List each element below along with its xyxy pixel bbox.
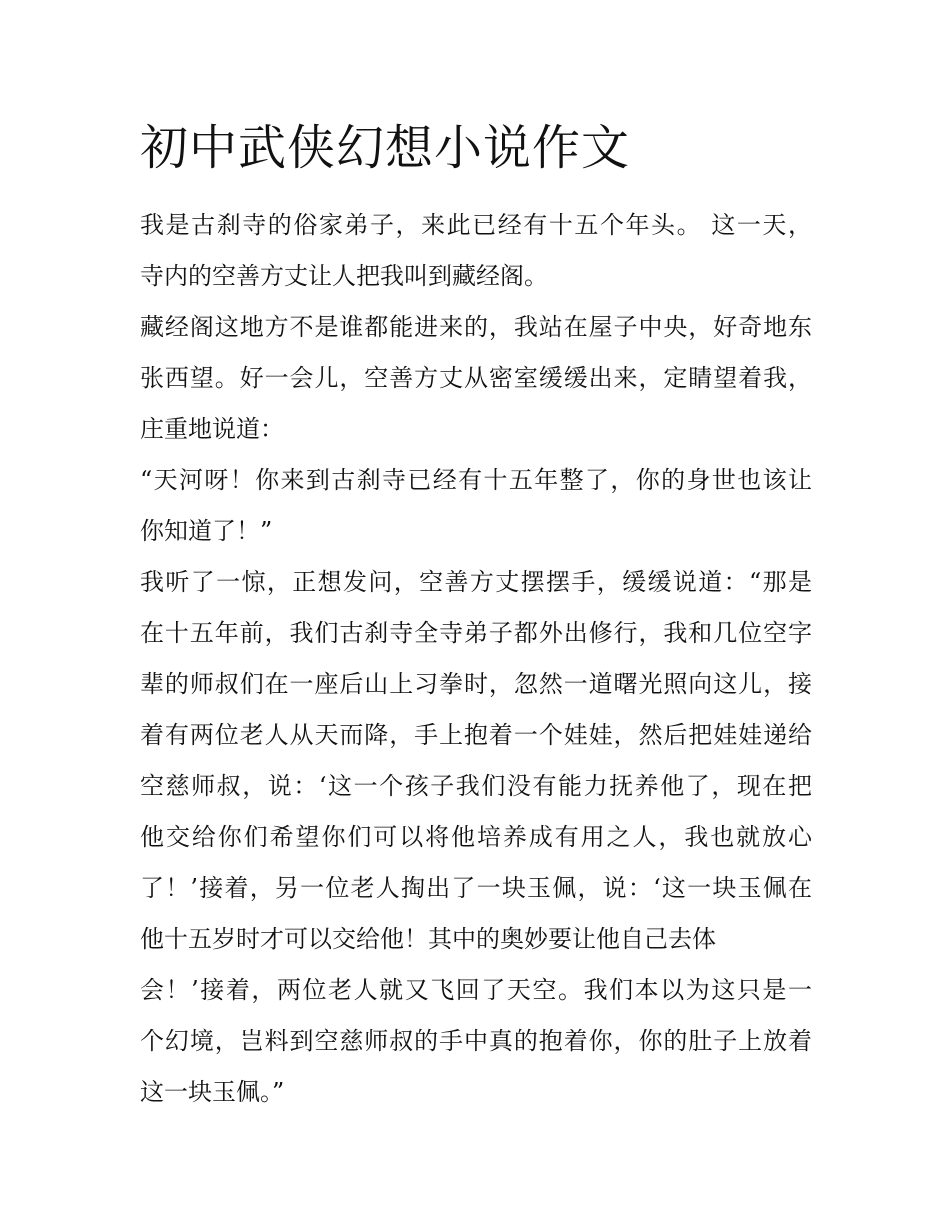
paragraph-line: 辈的师叔们在一座后山上习拳时，忽然一道曙光照向这儿，接 [140, 670, 812, 698]
paragraph-line: 着有两位老人从天而降，手上抱着一个娃娃，然后把娃娃递给 [140, 721, 812, 749]
paragraph-line: 个幻境，岂料到空慈师叔的手中真的抱着你，你的肚子上放着 [140, 1027, 812, 1055]
paragraph-line: 空慈师叔，说：‘这一个孩子我们没有能力抚养他了，现在把 [140, 772, 812, 800]
paragraph-line: 他交给你们希望你们可以将他培养成有用之人，我也就放心 [140, 823, 812, 851]
paragraph-line: “天河呀！你来到古刹寺已经有十五年整了，你的身世也该让 [140, 466, 812, 494]
paragraph-line: 寺内的空善方丈让人把我叫到藏经阁。 [140, 262, 548, 290]
paragraph-line: 这一块玉佩。” [140, 1078, 285, 1106]
document-body [140, 200, 812, 1118]
paragraph-line: 了！’接着，另一位老人掏出了一块玉佩，说：‘这一块玉佩在 [140, 874, 812, 902]
paragraph-line: 你知道了！” [140, 517, 273, 545]
paragraph-line: 在十五年前，我们古刹寺全寺弟子都外出修行，我和几位空字 [140, 619, 812, 647]
paragraph-line: 他十五岁时才可以交给他！其中的奥妙要让他自己去体 [140, 925, 716, 953]
paragraph-line: 藏经阁这地方不是谁都能进来的，我站在屋子中央，好奇地东 [140, 313, 812, 341]
document-title: 初中武侠幻想小说作文 [140, 120, 631, 176]
paragraph-line: 张西望。好一会儿，空善方丈从密室缓缓出来，定睛望着我， [140, 364, 812, 392]
paragraph-line: 我听了一惊，正想发问，空善方丈摆摆手，缓缓说道：“那是 [140, 568, 812, 596]
paragraph-line: 我是古刹寺的俗家弟子，来此已经有十五个年头。 这一天， [140, 211, 812, 239]
paragraph-line: 会！’接着，两位老人就又飞回了天空。我们本以为这只是一 [140, 976, 812, 1004]
paragraph-line: 庄重地说道： [140, 415, 284, 443]
